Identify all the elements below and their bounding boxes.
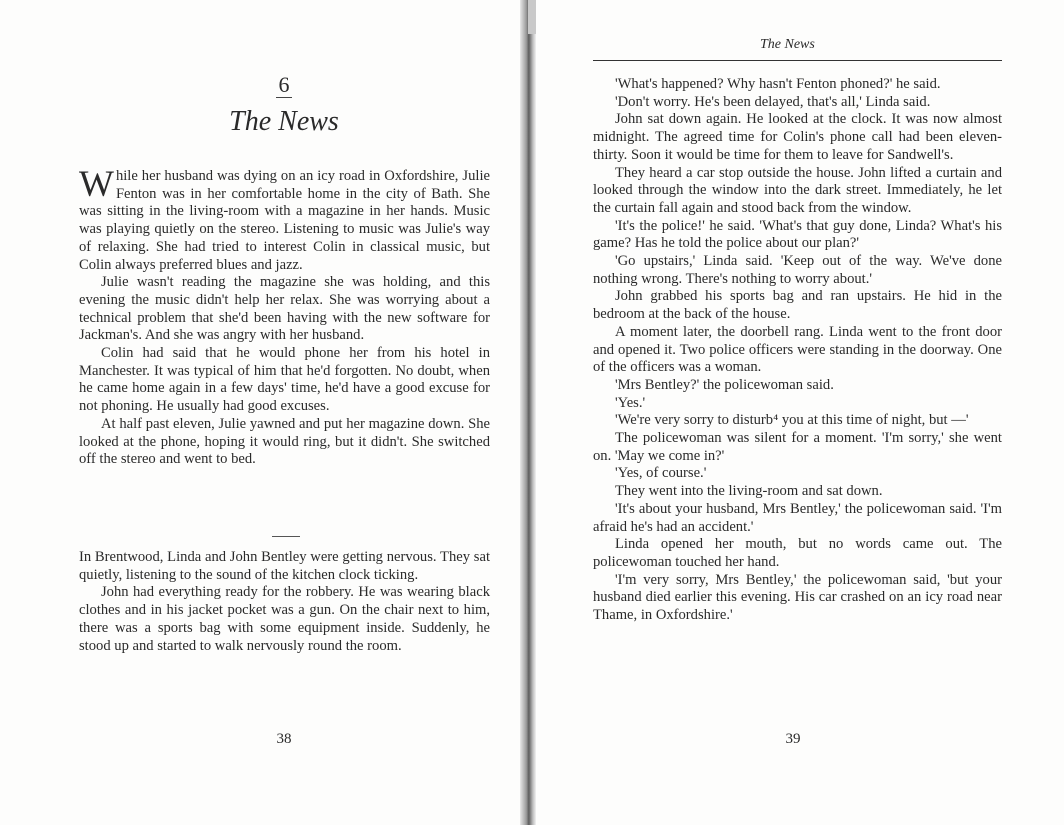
paragraph: At half past eleven, Julie yawned and put her magazine down. She looked at the phone, hoping it would ring, but it didn't. She switched off the stereo and went to bed.	[79, 415, 490, 468]
paragraph: 'What's happened? Why hasn't Fenton phoned?' he said.	[615, 76, 941, 92]
paragraph: 'Yes, of course.'	[615, 465, 707, 482]
paragraph: John grabbed his sports bag and ran upstairs. He hid in the bedroom at the back of the house.	[593, 288, 1002, 323]
paragraph: They heard a car stop outside the house. John lifted a curtain and looked through the window into the dark street. Immediately, he let the curtain fall again and stood back from the window.	[593, 164, 1002, 216]
paragraph: 'Go upstairs,' Linda said. 'Keep out of the way. We've done nothing wrong. There's nothing to worry about.'	[593, 253, 1002, 287]
page-number-right: 39	[785, 731, 801, 747]
paragraph: They went into the living-room and sat down.	[615, 483, 883, 500]
paragraph: Julie wasn't reading the magazine she was holding, and this evening the music didn't help her relax. She was worrying about a technical problem that she'd been having with the new software for Jackman's. And she was angry with her husband.	[79, 274, 490, 344]
paragraph: In Brentwood, Linda and John Bentley were getting nervous. They sat quietly, listening to the sound of the kitchen clock ticking.	[79, 549, 490, 583]
paragraph: 'It's about your husband, Mrs Bentley,' the policewoman said. 'I'm afraid he's had an accident.'	[593, 500, 1002, 535]
gutter-tab	[528, 0, 536, 34]
opening-paragraph-text: hile her husband was dying on an icy road in Oxfordshire, Julie Fenton was in her comfortable home in the city of Bath. She was sitting in the living-room with a magazine in her hands. Music was playing quietly on the stereo. Listening to music was Julie's way of relaxing. She had tried to interest Colin in classical music, but Colin always preferred blues and jazz.	[79, 168, 490, 273]
drop-cap: W	[79, 164, 114, 205]
paragraph: 'It's the police!' he said. 'What's that guy done, Linda? What's his game? Has he told the police about our plan?'	[593, 217, 1002, 252]
page-number-left: 38	[276, 731, 292, 747]
left-text-section-2	[79, 549, 490, 655]
paragraph: Colin had said that he would phone her from his hotel in Manchester. It was typical of him that he'd forgotten. No doubt, when he came home again in a few days' time, he'd have a good excuse for not phoning. He usually had good excuses.	[79, 345, 490, 415]
left-text-section-1	[79, 164, 490, 469]
chapter-number-rule	[276, 97, 292, 98]
opening-paragraph	[79, 164, 490, 274]
paragraph: Linda opened her mouth, but no words came out. The policewoman touched her hand.	[593, 536, 1002, 570]
section-break-rule	[272, 536, 300, 537]
running-head-rule	[593, 60, 1002, 61]
paragraph: A moment later, the doorbell rang. Linda went to the front door and opened it. Two police officers were standing in the doorway. One of the officers was a woman.	[593, 323, 1002, 376]
running-head: The News	[760, 37, 815, 52]
paragraph: John had everything ready for the robbery. He was wearing black clothes and in his jacket pocket was a gun. On the chair next to him, there was a sports bag with some equipment inside. Suddenly, he stood up and started to walk nervously round the room.	[79, 584, 490, 654]
paragraph: 'Yes.'	[615, 394, 646, 411]
paragraph: John sat down again. He looked at the clock. It was now almost midnight. The agreed time for Colin's phone call had been eleven-thirty. Soon it would be time for them to leave for Sandwell's.	[593, 111, 1002, 163]
paragraph: The policewoman was silent for a moment. 'I'm sorry,' she went on. 'May we come in?'	[593, 430, 1002, 464]
paragraph: 'Mrs Bentley?' the policewoman said.	[615, 376, 834, 393]
paragraph: 'I'm very sorry, Mrs Bentley,' the policewoman said, 'but your husband died earlier this evening. His car crashed on an icy road near Thame, in Oxfordshire.'	[593, 571, 1002, 624]
paragraph: 'Don't worry. He's been delayed, that's all,' Linda said.	[615, 93, 931, 110]
chapter-number: 6	[278, 72, 290, 97]
chapter-title: The News	[229, 106, 339, 137]
right-text	[593, 76, 1002, 625]
paragraph: 'We're very sorry to disturb⁴ you at this time of night, but —'	[615, 412, 969, 429]
